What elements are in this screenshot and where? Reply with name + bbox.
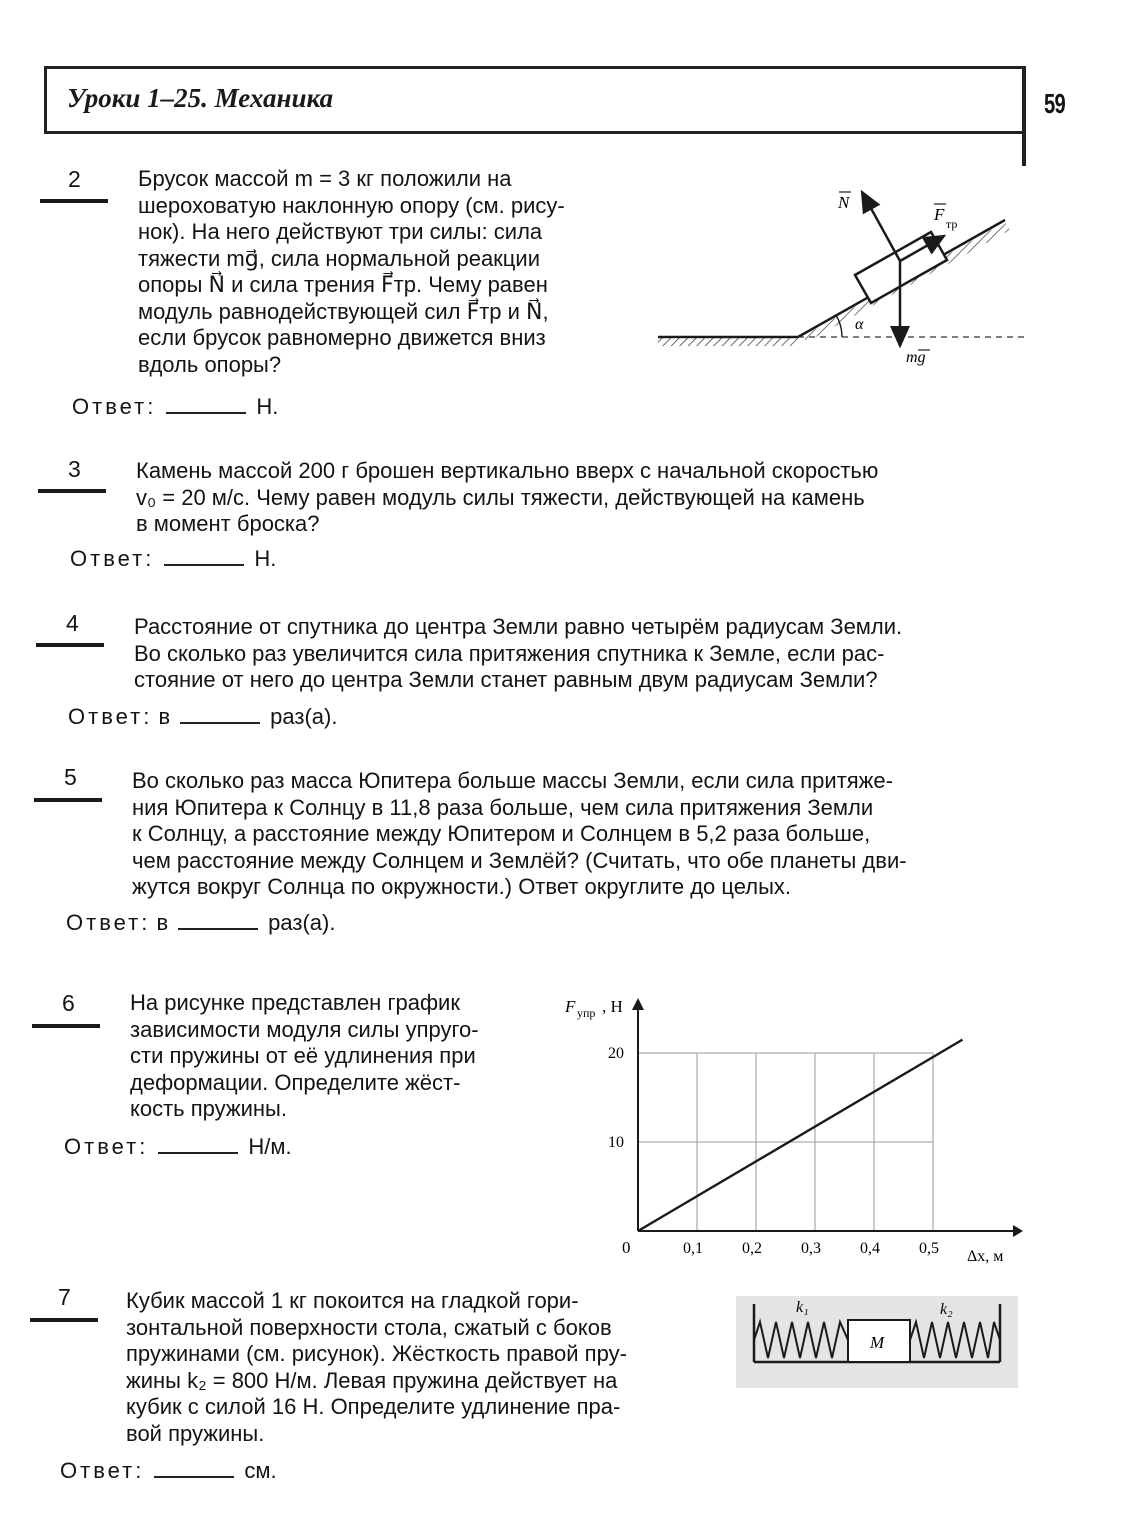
task-text-line: чем расстояние между Солнцем и Землёй? (Считать, что обе планеты дви- [132,847,907,873]
answer-label: Ответ: [70,546,155,571]
task-2-text [138,166,632,378]
task-7-text [126,1288,712,1447]
answer-unit: см. [244,1458,277,1483]
answer-line [70,546,276,572]
answer-unit: Н/м. [248,1134,292,1159]
task-text-line: опоры N⃗ и сила трения F⃗тр. Чему равен [138,272,548,297]
answer-label: Ответ: [72,394,157,419]
task-text-line: шероховатую наклонную опору (см. рису- [138,192,565,218]
task-text-line: если брусок равномерно движется вниз [138,325,546,350]
answer-prefix: в [156,910,169,935]
normal-force-arrow [862,192,900,261]
task-text-line: вдоль опоры? [138,351,282,377]
answer-unit: Н. [256,394,279,419]
gravity-force-label: mg [906,349,926,366]
answer-blank[interactable] [166,394,246,414]
answer-unit: раз(а). [268,910,336,935]
task-number-rule [34,798,102,802]
task-number: 3 [68,456,81,482]
task-text-line: Кубик массой 1 кг покоится на гладкой гори- [126,1288,579,1313]
friction-force-subscript: тр [946,217,958,231]
task-text-line: Во сколько раз масса Юпитера больше массы Земли, если сила притяже- [132,768,893,793]
x-tick-label: 0,3 [801,1240,821,1257]
x-tick-label: 0,4 [860,1240,880,1257]
task-text-line: Брусок массой m = 3 кг положили на [138,166,512,191]
task-text-line: тяжести mg⃗, сила нормальной реакции [138,245,540,271]
task-text-line: деформации. Определите жёст- [130,1069,461,1095]
answer-blank[interactable] [154,1458,234,1478]
task-text-line: сти пружины от её удлинения при [130,1043,476,1068]
task-text-line: к Солнцу, а расстояние между Юпитером и Солнцем в 5,2 раза больше, [132,821,871,846]
answer-blank[interactable] [158,1134,238,1154]
task-number: 2 [68,166,81,192]
page-number: 59 [1044,88,1065,119]
springs-diagram [736,1296,1018,1388]
task-text-line: жины k₂ = 800 Н/м. Левая пружина действует на [126,1367,618,1393]
task-text-line: вой пружины. [126,1420,265,1446]
task-text-line: Во сколько раз увеличится сила притяжения спутника к Земле, если рас- [134,640,885,666]
task-text-line: кость пружины. [130,1096,287,1121]
ground-hatching [658,338,798,346]
section-header [44,66,1024,134]
task-number: 7 [58,1284,71,1310]
task-text-line: На рисунке представлен график [130,990,460,1015]
answer-label: Ответ: [66,910,151,935]
incline-diagram [650,180,1030,380]
origin-label: 0 [622,1238,631,1257]
left-spring-label: k₁ [796,1299,809,1316]
task-number-rule [36,643,104,647]
answer-blank[interactable] [164,546,244,566]
task-text-line: Расстояние от спутника до центра Земли равно четырём радиусам Земли. [134,614,903,639]
y-tick-label: 20 [608,1045,624,1062]
answer-label: Ответ: [60,1458,145,1483]
task-4-text [134,614,1024,694]
task-number-rule [30,1318,98,1322]
task-text-line: нок). На него действуют три силы: сила [138,219,543,244]
x-tick-label: 0,5 [919,1240,939,1257]
task-number: 6 [62,990,75,1016]
task-text-line: стояние от него до центра Земли станет равным двум радиусам Земли? [134,667,878,692]
answer-label: Ответ: [68,704,153,729]
task-text-line: зонтальной поверхности стола, сжатый с боков [126,1314,612,1340]
task-5-text [132,768,1022,901]
task-6-text [130,990,540,1123]
task-number-rule [38,489,106,493]
answer-unit: Н. [254,546,277,571]
y-axis-label-subscript: упр [577,1006,596,1020]
x-axis-label: Δx, м [967,1248,1004,1265]
task-text-line: Камень массой 200 г брошен вертикально вверх с начальной скоростью [136,458,879,483]
series-line [638,1040,963,1231]
x-tick-label: 0,1 [683,1240,703,1257]
force-extension-chart [555,988,1035,1268]
answer-unit: раз(а). [270,704,338,729]
y-axis-arrow [632,998,644,1010]
section-title: Уроки 1–25. Механика [67,83,334,113]
task-text-line: модуль равнодействующей сил F⃗тр и N⃗, [138,298,549,324]
answer-prefix: в [158,704,171,729]
header-divider [1022,66,1026,166]
normal-force-label: N [838,193,850,212]
answer-line [66,910,335,936]
task-text-line: жутся вокруг Солнца по окружности.) Ответ округлите до целых. [132,874,792,899]
answer-blank[interactable] [178,910,258,930]
x-tick-label: 0,2 [742,1240,762,1257]
angle-label: α [855,316,864,333]
x-axis-arrow [1013,1225,1023,1237]
task-number-rule [32,1024,100,1028]
answer-line [64,1134,292,1160]
chart-series [638,1040,963,1231]
task-text-line: кубик с силой 16 Н. Определите удлинение пра- [126,1394,621,1419]
answer-line [72,394,278,420]
y-axis-label: F [565,997,576,1016]
answer-blank[interactable] [180,704,260,724]
task-number: 4 [66,610,79,636]
y-tick-label: 10 [608,1134,624,1151]
answer-label: Ответ: [64,1134,149,1159]
y-axis-label-unit: , Н [602,997,623,1016]
task-number: 5 [64,764,77,790]
task-text-line: пружинами (см. рисунок). Жёсткость правой пру- [126,1341,627,1366]
task-text-line: зависимости модуля силы упруго- [130,1016,479,1042]
right-spring-label: k₂ [940,1301,953,1318]
answer-line [68,704,337,730]
task-number-rule [40,199,108,203]
task-3-text [136,458,1026,538]
friction-force-label: F [934,205,945,224]
cube-label: M [870,1333,885,1352]
task-text-line: в момент броска? [136,511,320,536]
answer-line [60,1458,277,1484]
task-text-line: v₀ = 20 м/с. Чему равен модуль силы тяжести, действующей на камень [136,484,865,510]
task-text-line: ния Юпитера к Солнцу в 11,8 раза больше, чем сила притяжения Земли [132,794,874,820]
